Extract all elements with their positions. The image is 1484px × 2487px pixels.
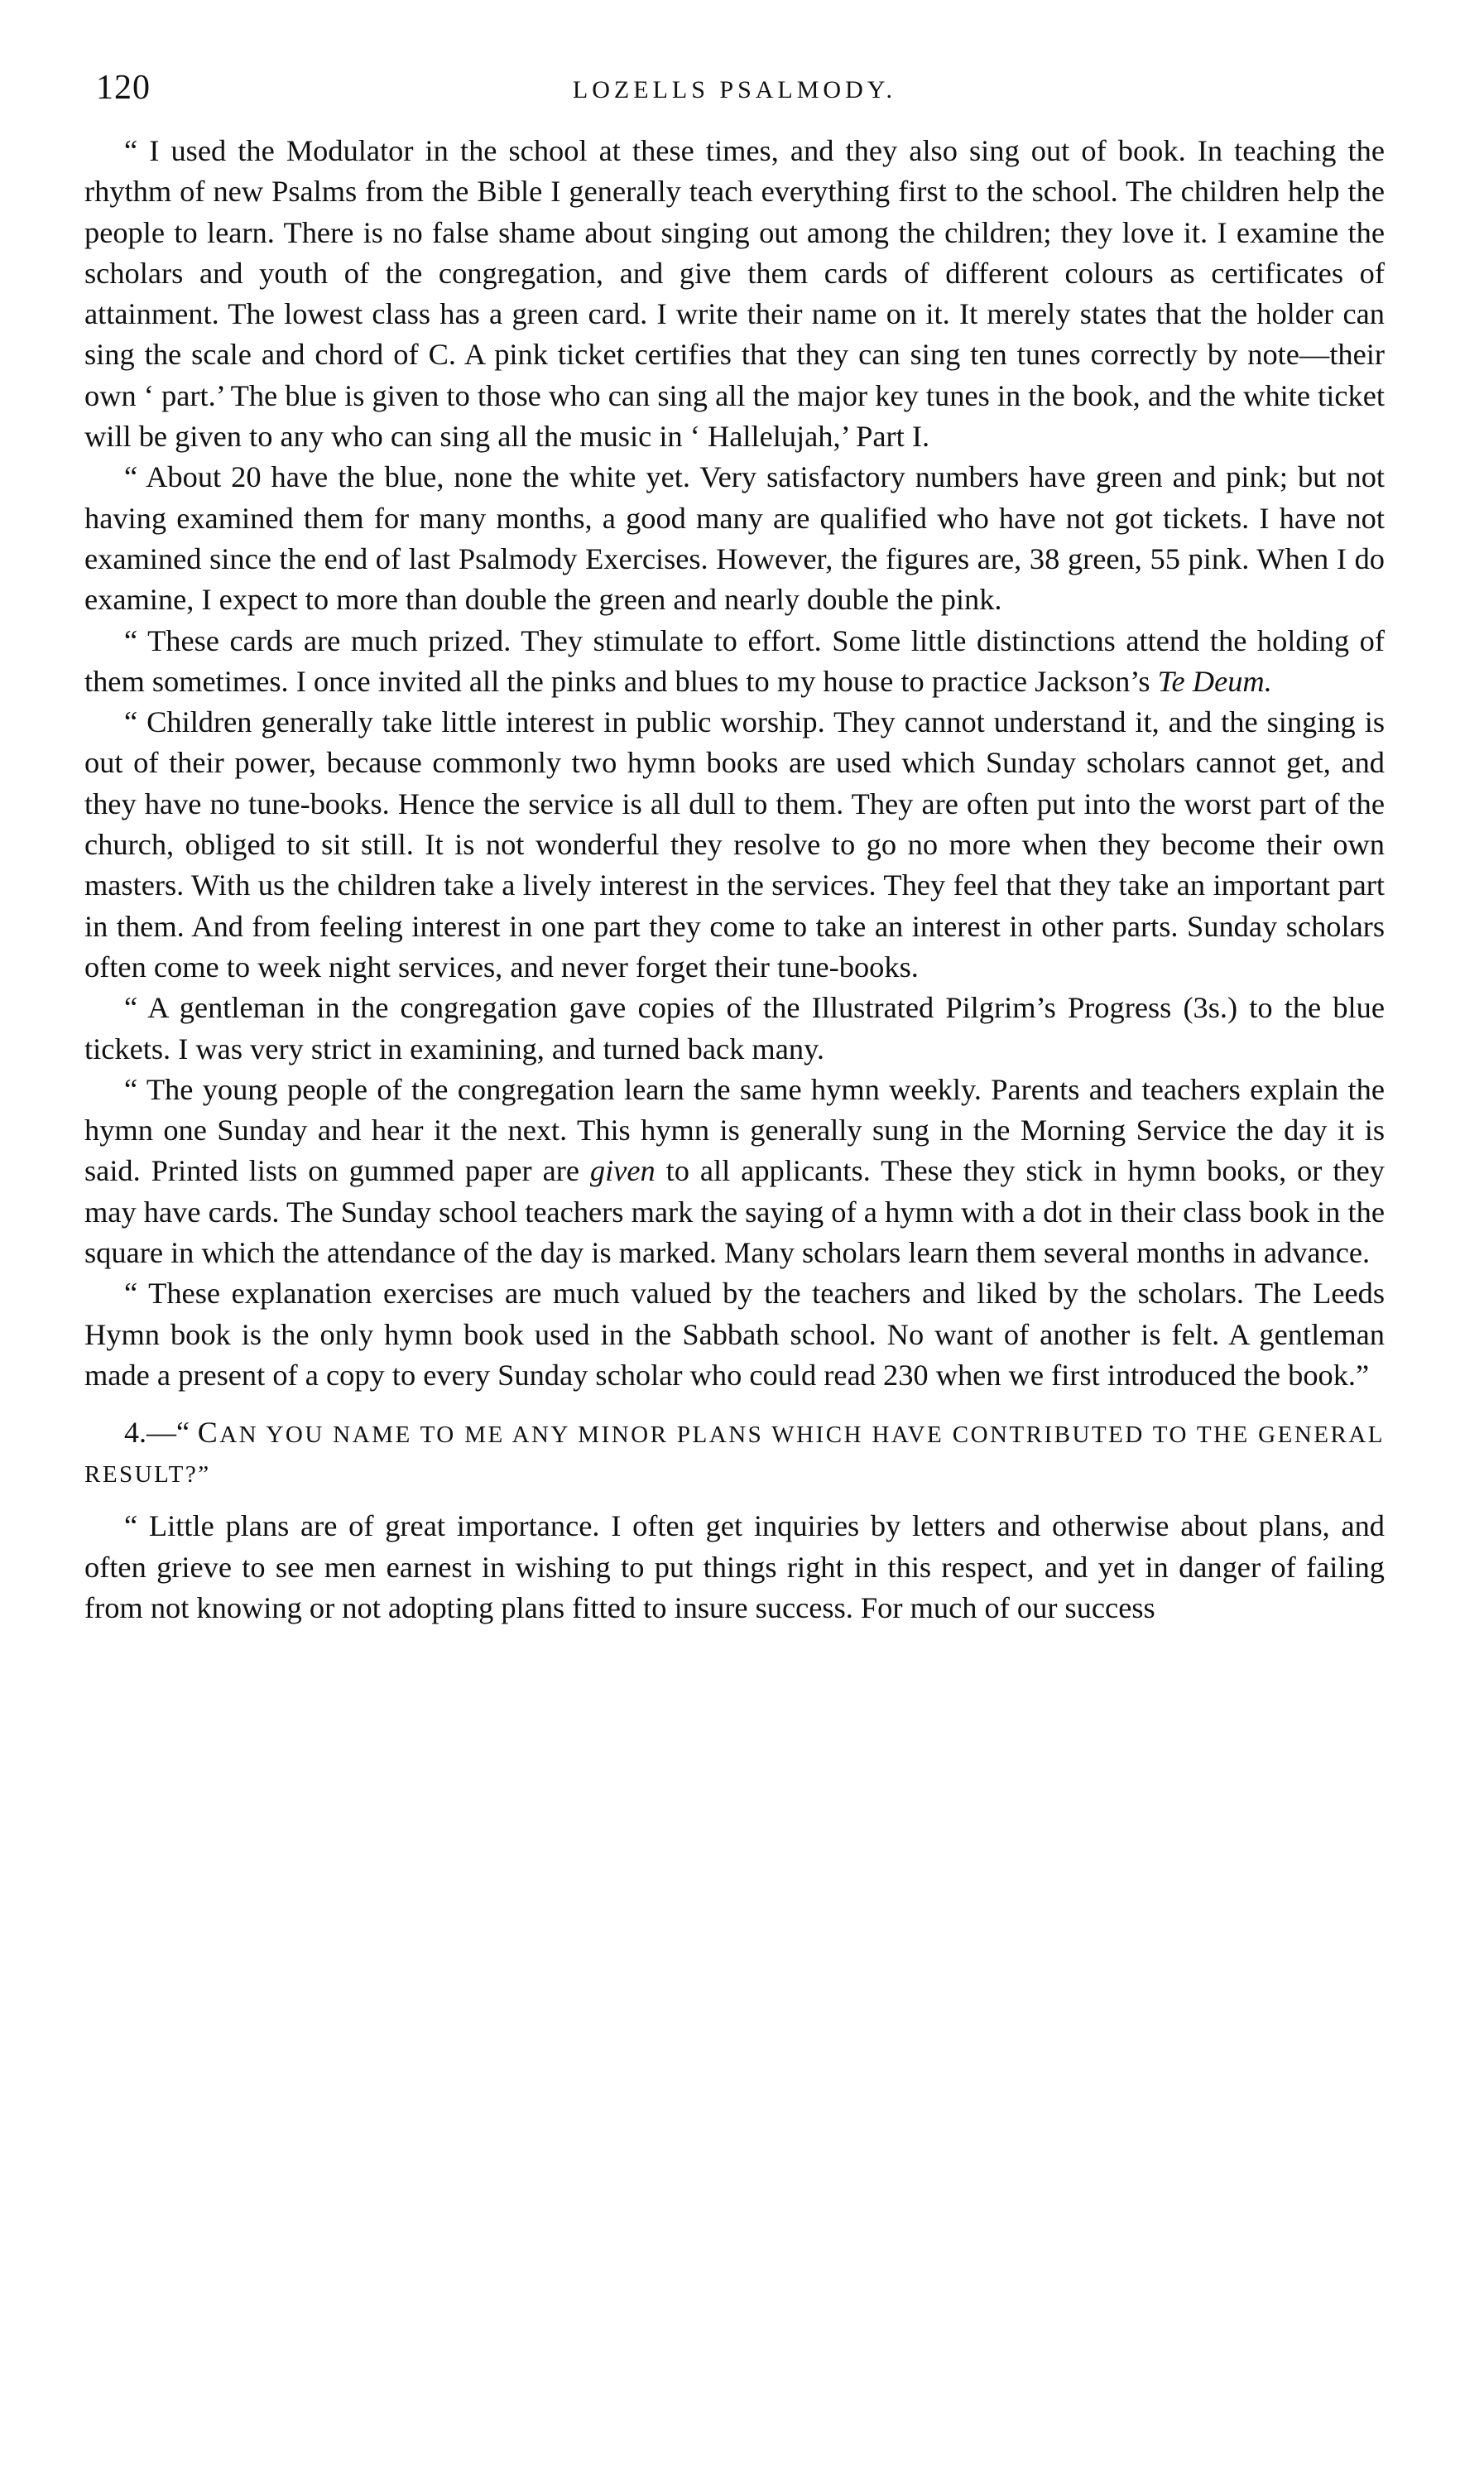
paragraph-weekly-hymn: “ The young people of the congregation learn the same hymn weekly. Parents and teachers explain the hymn one Sunday and hear it the next. This hymn is generally sung in the Morning Service the day it is said. Printed lists on gummed paper are given to all applicants. These they stick in hymn books, or they may have cards. The Sunday school teachers mark the saying of a hymn with a dot in their class book in the square in which the attendance of the day is marked. Many scholars learn them several months in advance. [84, 1072, 1385, 1270]
page-header [84, 68, 1385, 126]
paragraph-modulator: “ I used the Modulator in the school at these times, and they also sing out of book. In teaching the rhythm of new Psalms from the Bible I generally teach everything first to the school. The children help the people to learn. There is no false shame about singing out among the children; they love it. I examine the scholars and youth of the congregation, and give them cards of different colours as certificates of attainment. The lowest class has a green card. I write their name on it. It merely states that the holder can sing the scale and chord of C. A pink ticket certifies that they can sing ten tunes correctly by note—their own ‘ part.’ The blue is given to those who can sing all the major key tunes in the book, and the white ticket will be given to any who can sing all the music in ‘ Hallelujah,’ Part I. [84, 134, 1385, 454]
te-deum-title: Te Deum. [1157, 664, 1272, 698]
page-number: 120 [96, 69, 151, 107]
paragraph-cards-prized: “ These cards are much prized. They stimulate to effort. Some little distinctions attend the holding of them sometimes. I once invited all the pinks and blues to my house to practice Jackson’s Te Deum. [84, 623, 1385, 698]
paragraph-little-plans: “ Little plans are of great importance. I often get inquiries by letters and otherwise about plans, and often grieve to see men earnest in wishing to put things right in this respect, and yet in danger of failing from not knowing or not adopting plans fitted to insure success. For much of our success [84, 1509, 1385, 1624]
paragraph-ticket-counts: “ About 20 have the blue, none the white yet. Very satisfactory numbers have green and pink; but not having examined them for many months, a good many are qualified who have not got tickets. I have not examined since the end of last Psalmody Exercises. However, the figures are, 38 green, 55 pink. When I do examine, I expect to more than double the green and nearly double the pink. [84, 460, 1385, 617]
paragraph-explanation-exercises: “ These explanation exercises are much valued by the teachers and liked by the scholars. The Leeds Hymn book is the only hymn book used in the Sabbath school. No want of another is felt. A gentleman made a present of a copy to every Sunday scholar who could read 230 when we first introduced the book.” [84, 1277, 1385, 1392]
question-heading: 4.—“ CAN YOU NAME TO ME ANY MINOR PLANS WHICH HAVE CONTRIBUTED TO THE GENERAL RESULT?” [84, 1416, 1385, 1489]
paragraph-children-worship: “ Children generally take little interest in public worship. They cannot understand it, and the singing is out of their power, because commonly two hymn books are used which Sunday scholars cannot get, and they have no tune-books. Hence the service is all dull to them. They are often put into the worst part of the church, obliged to sit still. It is not wonderful they resolve to go no more when they become their own masters. With us the children take a lively interest in the services. They feel that they take an important part in them. And from feeling interest in one part they come to take an interest in other parts. Sunday scholars often come to week night services, and never forget their tune-books. [84, 705, 1385, 984]
body-text [84, 131, 1385, 1628]
given-emphasis: given [589, 1154, 656, 1188]
paragraph-pilgrims-progress: “ A gentleman in the congregation gave copies of the Illustrated Pilgrim’s Progress (3s.) to the blue tickets. I was very strict in examining, and turned back many. [84, 991, 1385, 1066]
running-title: LOZELLS PSALMODY. [572, 76, 897, 103]
